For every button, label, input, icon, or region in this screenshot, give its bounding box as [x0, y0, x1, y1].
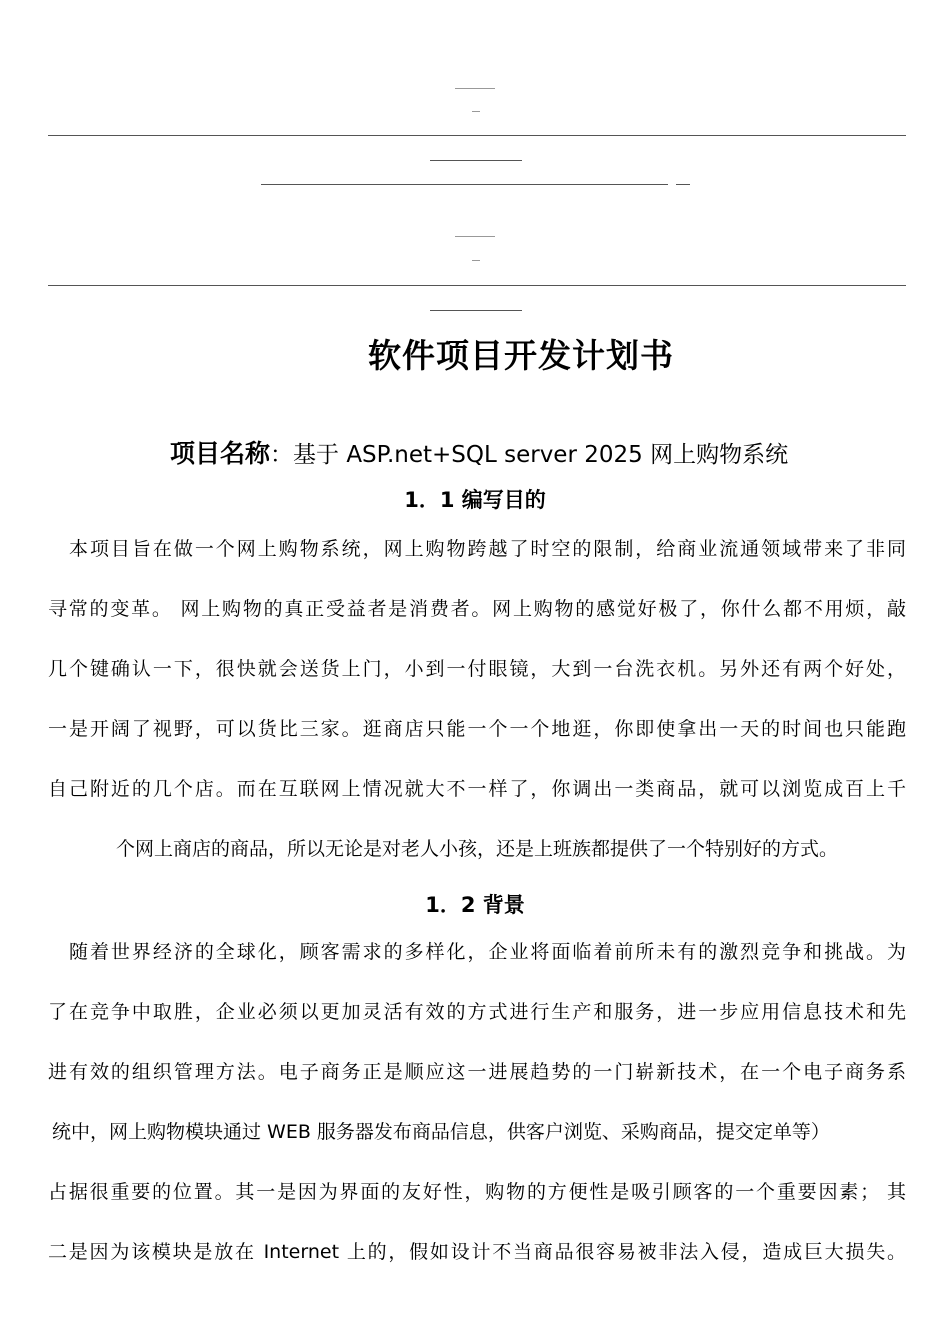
- header-rule: [430, 160, 522, 161]
- paragraph-line: 进有效的组织管理方法。电子商务正是顺应这一进展趋势的一门崭新技术，在一个电子商务系: [48, 1061, 906, 1083]
- header-rule: [48, 285, 906, 286]
- document-title: 软件项目开发计划书: [368, 336, 674, 375]
- paragraph-line: 几个键确认一下，很快就会送货上门，小到一付眼镜，大到一台洗衣机。另外还有两个好处，: [48, 658, 906, 680]
- paragraph-line: 占据很重要的位置。其一是因为界面的友好性，购物的方便性是吸引顾客的一个重要因素； 其: [48, 1181, 906, 1203]
- header-rule: [430, 310, 522, 311]
- section-paragraph: [48, 519, 906, 879]
- project-name-line: [170, 434, 788, 470]
- header-rule: [472, 111, 480, 112]
- section-heading: 1．2 背景: [425, 893, 525, 917]
- paragraph-line: 自己附近的几个店。而在互联网上情况就大不一样了，你调出一类商品，就可以浏览成百上千: [48, 778, 906, 800]
- paragraph-line: 统中，网上购物模块通过 WEB 服务器发布商品信息，供客户浏览、采购商品，提交定单等）: [52, 1121, 830, 1143]
- header-rule: [48, 135, 906, 136]
- section-paragraph: [48, 922, 906, 1282]
- paragraph-line: 随着世界经济的全球化，顾客需求的多样化，企业将面临着前所未有的激烈竞争和挑战。为: [48, 941, 906, 963]
- project-colon: ：: [270, 442, 294, 468]
- paragraph-line: 了在竞争中取胜，企业必须以更加灵活有效的方式进行生产和服务，进一步应用信息技术和先: [48, 1001, 906, 1023]
- paragraph-line: 寻常的变革。 网上购物的真正受益者是消费者。网上购物的感觉好极了，你什么都不用烦，敲: [48, 598, 906, 620]
- header-rule: [676, 184, 690, 185]
- section-heading: 1．1 编写目的: [404, 488, 546, 512]
- paragraph-line: 本项目旨在做一个网上购物系统，网上购物跨越了时空的限制，给商业流通领域带来了非同: [48, 538, 906, 560]
- paragraph-line: 个网上商店的商品，所以无论是对老人小孩，还是上班族都提供了一个特别好的方式。: [115, 838, 838, 860]
- header-rule: [455, 236, 495, 237]
- project-label: 项目名称: [170, 439, 271, 468]
- paragraph-line: 一是开阔了视野，可以货比三家。逛商店只能一个一个地逛，你即使拿出一天的时间也只能跑: [48, 718, 906, 740]
- project-name: 基于 ASP.net+SQL server 2025 网上购物系统: [293, 442, 789, 468]
- paragraph-line: 二是因为该模块是放在 Internet 上的，假如设计不当商品很容易被非法入侵，造成巨大损失。: [48, 1241, 906, 1263]
- header-rule: [261, 184, 668, 185]
- header-rule: [455, 88, 495, 89]
- header-rule: [472, 260, 480, 261]
